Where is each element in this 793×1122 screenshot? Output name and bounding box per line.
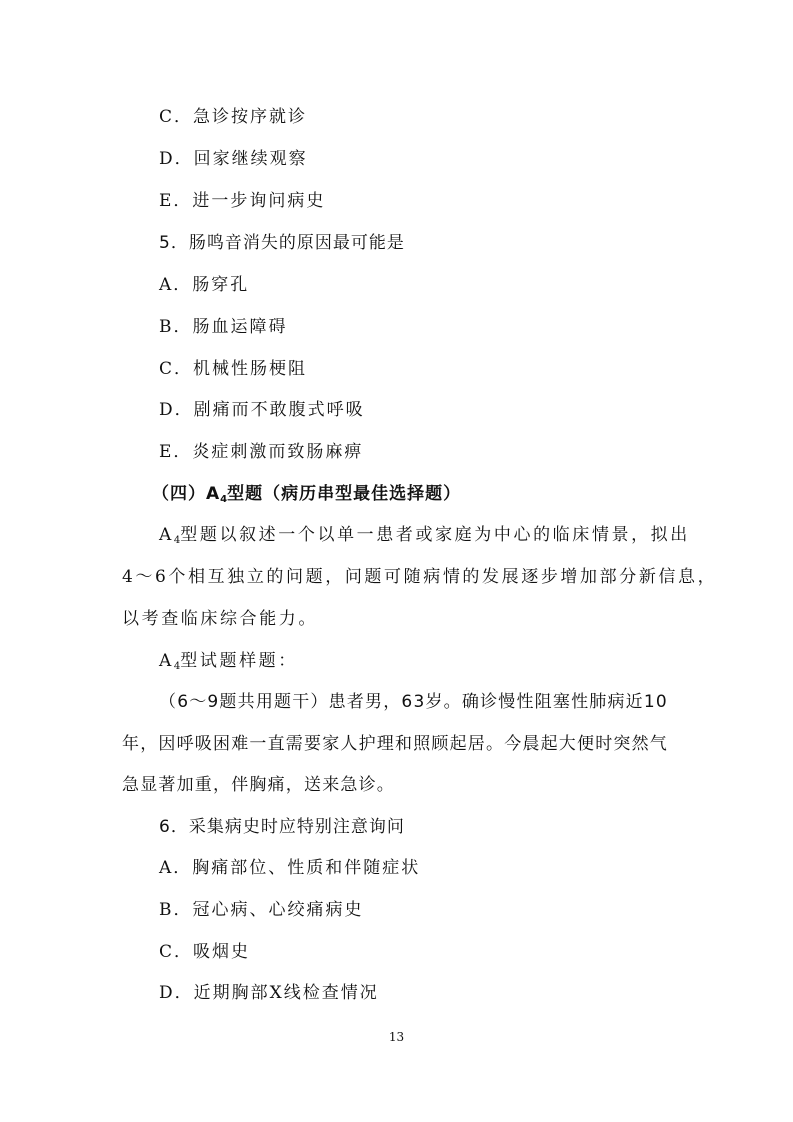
- q5-stem: 5．肠鸣音消失的原因最可能是: [159, 233, 405, 253]
- q4-option-c: C．急诊按序就诊: [159, 107, 308, 127]
- case-stem-line-1: （6～9题共用题干）患者男，63岁。确诊慢性阻塞性肺病近10: [159, 692, 668, 712]
- q5-option-e: E．炎症刺激而致肠麻痹: [159, 442, 364, 462]
- q4-option-d: D．回家继续观察: [159, 149, 308, 169]
- q6-option-a: A．胸痛部位、性质和伴随症状: [159, 858, 421, 878]
- section-description-line-3: 以考查临床综合能力。: [122, 609, 318, 629]
- q6-option-c: C．吸烟史: [159, 942, 251, 962]
- q5-option-c: C．机械性肠梗阻: [159, 359, 308, 379]
- q5-option-d: D．剧痛而不敢腹式呼吸: [159, 400, 365, 420]
- page-number: 13: [388, 1030, 405, 1044]
- q6-stem: 6．采集病史时应特别注意询问: [159, 817, 405, 837]
- q6-option-d: D．近期胸部X线检查情况: [159, 983, 379, 1003]
- section-description-line-1: $A_4$型题以叙述一个以单一患者或家庭为中心的临床情景，拟出: [159, 525, 690, 546]
- case-stem-line-3: 急显著加重，伴胸痛，送来急诊。: [122, 775, 395, 795]
- case-stem-line-2: 年，因呼吸困难一直需要家人护理和照顾起居。今晨起大便时突然气: [122, 734, 668, 754]
- q5-option-b: B．肠血运障碍: [159, 317, 288, 337]
- q6-option-b: B．冠心病、心绞痛病史: [159, 900, 364, 920]
- q5-option-a: A．肠穿孔: [159, 275, 250, 295]
- q4-option-e: E．进一步询问病史: [159, 191, 326, 211]
- section-heading: （四）$A_4$型题（病历串型最佳选择题）: [152, 484, 462, 505]
- section-description-line-2: 4～6个相互独立的问题，问题可随病情的发展逐步增加部分新信息，: [122, 567, 718, 587]
- sample-label: $A_4$型试题样题：: [159, 651, 298, 672]
